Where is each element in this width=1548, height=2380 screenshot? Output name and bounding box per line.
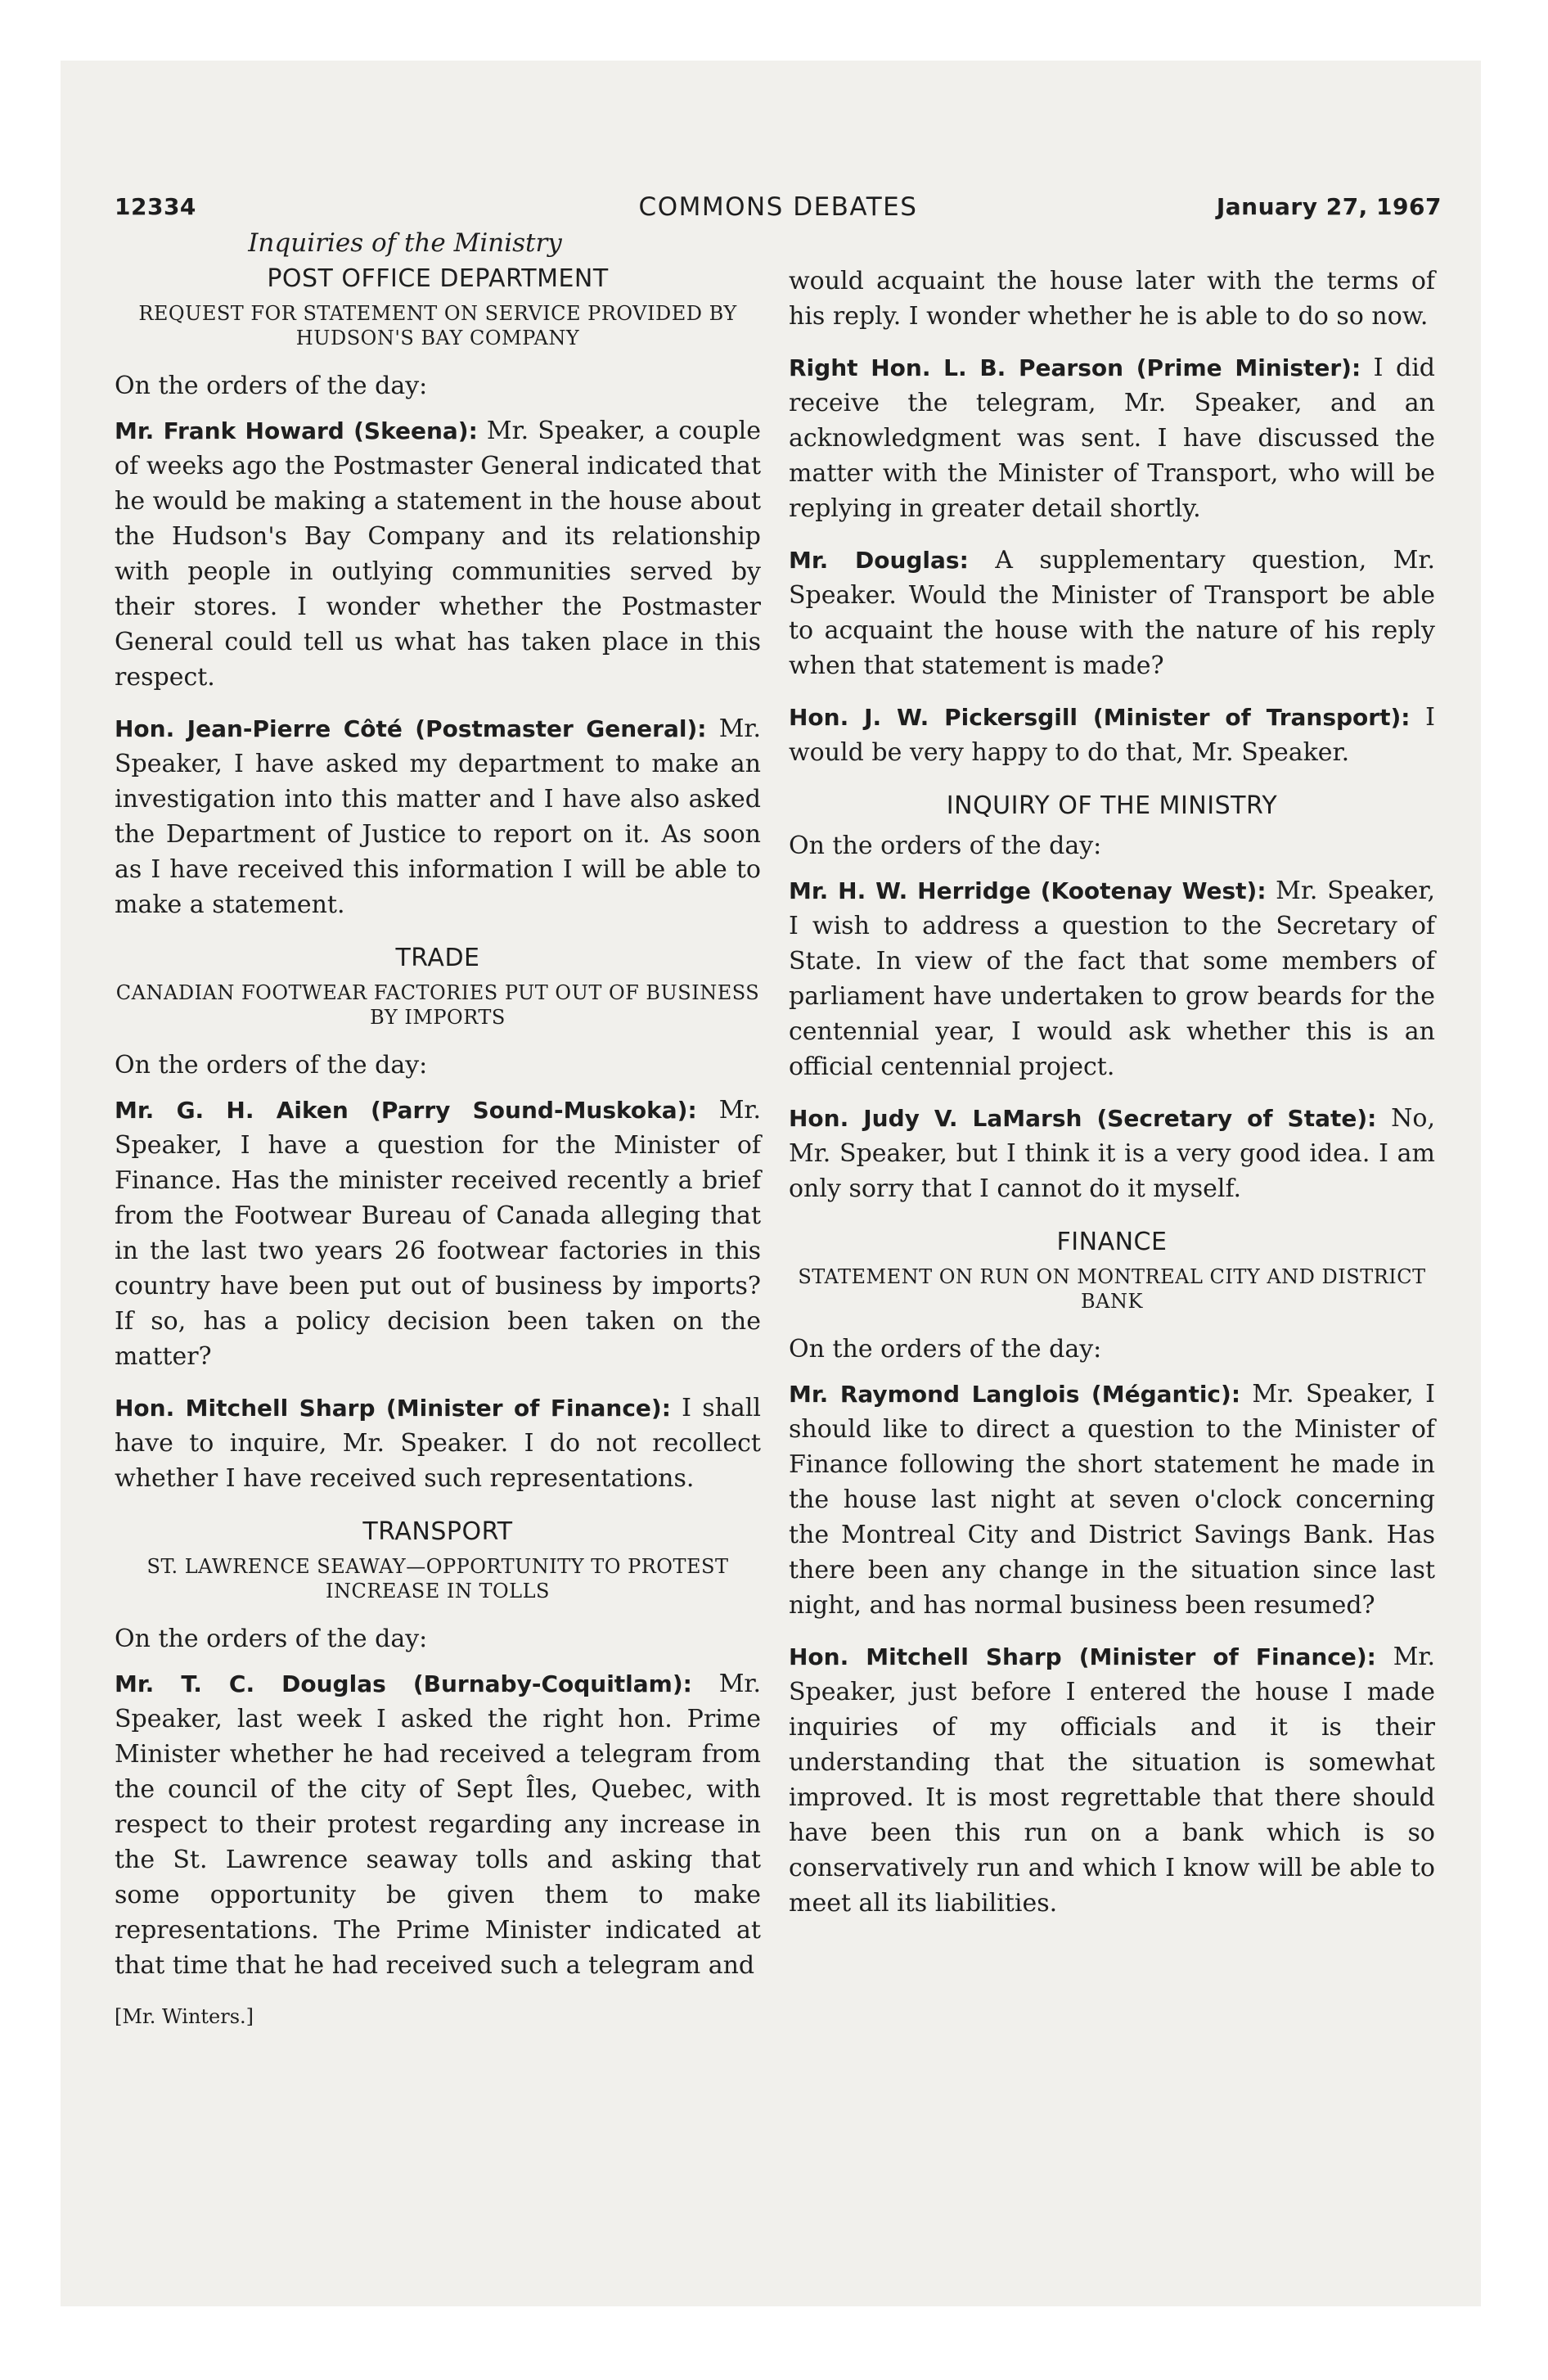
speaker-name: Mr. Raymond Langlois (Mégantic): (789, 1381, 1241, 1408)
paragraph: would acquaint the house later with the terms of his reply. I wonder whether he is able to do so now. (789, 267, 1435, 331)
speaker-name: Hon. Judy V. LaMarsh (Secretary of State): (789, 1105, 1377, 1132)
paragraph (789, 543, 1435, 683)
paragraph (789, 700, 1435, 770)
left-column (115, 221, 761, 2035)
paragraph (115, 1666, 761, 1983)
speaker-name: Hon. Jean-Pierre Côté (Postmaster General): (115, 715, 707, 742)
paragraph (115, 413, 761, 695)
subheading: ST. LAWRENCE SEAWAY—OPPORTUNITY TO PROTEST INCREASE IN TOLLS (146, 1555, 729, 1602)
right-column (789, 221, 1435, 1937)
speaker-name: Mr. G. H. Aiken (Parry Sound-Muskoka): (115, 1097, 697, 1124)
speech-text: Mr. Speaker, I have asked my department to make an investigation into this matter and I have also asked the Department of Justice to report on it. As soon as I have received this information I will be able to make a statement. (115, 714, 761, 919)
orders-of-day: On the orders of the day: (115, 1051, 428, 1080)
page-date: January 27, 1967 (1216, 193, 1442, 220)
speaker-name: Hon. Mitchell Sharp (Minister of Finance): (789, 1643, 1376, 1670)
paragraph (789, 1639, 1435, 1921)
section-title-post-office: POST OFFICE DEPARTMENT (267, 264, 609, 293)
orders-of-day: On the orders of the day: (789, 832, 1102, 860)
rubric: Inquiries of the Ministry (248, 228, 562, 258)
paragraph (789, 1377, 1435, 1623)
orders-of-day: On the orders of the day: (789, 1335, 1102, 1364)
speaker-name: Mr. T. C. Douglas (Burnaby-Coquitlam): (115, 1670, 692, 1697)
section-title-inquiry: INQUIRY OF THE MINISTRY (946, 791, 1278, 820)
speech-text: A supplementary question, Mr. Speaker. Would the Minister of Transport be able to acquaint the house with the nature of his reply when that statement is made? (789, 546, 1435, 680)
speech-text: Mr. Speaker, a couple of weeks ago the Postmaster General indicated that he would be making a statement in the house about the Hudson's Bay Company and its relationship with people in outlying communities served by their stores. I wonder whether the Postmaster General could tell us what has taken place in this respect. (115, 417, 761, 692)
page-number: 12334 (115, 193, 196, 220)
section-title-finance: FINANCE (1056, 1228, 1168, 1256)
paragraph (789, 1101, 1435, 1206)
subheading: REQUEST FOR STATEMENT ON SERVICE PROVIDED BY HUDSON'S BAY COMPANY (138, 302, 737, 349)
paragraph (789, 873, 1435, 1084)
subheading: CANADIAN FOOTWEAR FACTORIES PUT OUT OF BUSINESS BY IMPORTS (115, 981, 760, 1029)
paragraph (115, 711, 761, 922)
speech-text: No, Mr. Speaker, but I think it is a very good idea. I am only sorry that I cannot do it myself. (789, 1104, 1435, 1203)
speech-text: Mr. Speaker, just before I entered the house I made inquiries of my officials and it is their understanding that the situation is somewhat improved. It is most regrettable that there should have been this run on a bank which is so conservatively run and which I know will be able to meet all its liabilities. (789, 1643, 1435, 1918)
speech-text: I shall have to inquire, Mr. Speaker. I do not recollect whether I have received such representations. (115, 1394, 761, 1493)
speaker-name: Hon. Mitchell Sharp (Minister of Finance): (115, 1395, 671, 1422)
paragraph (115, 1093, 761, 1374)
speaker-name: Mr. H. W. Herridge (Kootenay West): (789, 877, 1267, 904)
orders-of-day: On the orders of the day: (115, 372, 428, 400)
speech-text: Mr. Speaker, I have a question for the Minister of Finance. Has the minister received recently a brief from the Footwear Bureau of Canada alleging that in the last two years 26 footwear factories in this country have been put out of business by imports? If so, has a policy decision been taken on the matter? (115, 1096, 761, 1371)
speech-text: Mr. Speaker, I should like to direct a question to the Minister of Finance following the short statement he made in the house last night at seven o'clock concerning the Montreal City and District Savings Bank. Has there been any change in the situation since last night, and has normal business been resumed? (789, 1380, 1435, 1620)
speaker-name: Right Hon. L. B. Pearson (Prime Minister): (789, 354, 1361, 381)
speech-text: I would be very happy to do that, Mr. Speaker. (789, 703, 1435, 767)
running-title: COMMONS DEBATES (638, 192, 918, 222)
speaker-name: Hon. J. W. Pickersgill (Minister of Transport): (789, 704, 1411, 731)
footer-note: [Mr. Winters.] (115, 2005, 254, 2028)
speech-text: Mr. Speaker, last week I asked the right hon. Prime Minister whether he had received a telegram from the council of the city of Sept Îles, Quebec, with respect to their protest regarding any increase in the St. Lawrence seaway tolls and asking that some opportunity be given them to make representations. The Prime Minister indicated at that time that he had received such a telegram and (115, 1670, 762, 1980)
speech-text: Mr. Speaker, I wish to address a question to the Secretary of State. In view of the fact that some members of parliament have undertaken to grow beards for the centennial year, I would ask whether this is an official centennial project. (789, 877, 1435, 1081)
speech-text: I did receive the telegram, Mr. Speaker, and an acknowledgment was sent. I have discussed the matter with the Minister of Transport, who will be replying in greater detail shortly. (789, 354, 1435, 523)
speaker-name: Mr. Douglas: (789, 547, 969, 574)
section-title-transport: TRANSPORT (362, 1517, 513, 1546)
paragraph (789, 350, 1435, 526)
section-title-trade: TRADE (395, 944, 480, 972)
speaker-name: Mr. Frank Howard (Skeena): (115, 417, 478, 444)
paragraph (115, 1391, 761, 1496)
orders-of-day: On the orders of the day: (115, 1625, 428, 1653)
subheading: STATEMENT ON RUN ON MONTREAL CITY AND DISTRICT BANK (798, 1265, 1426, 1313)
